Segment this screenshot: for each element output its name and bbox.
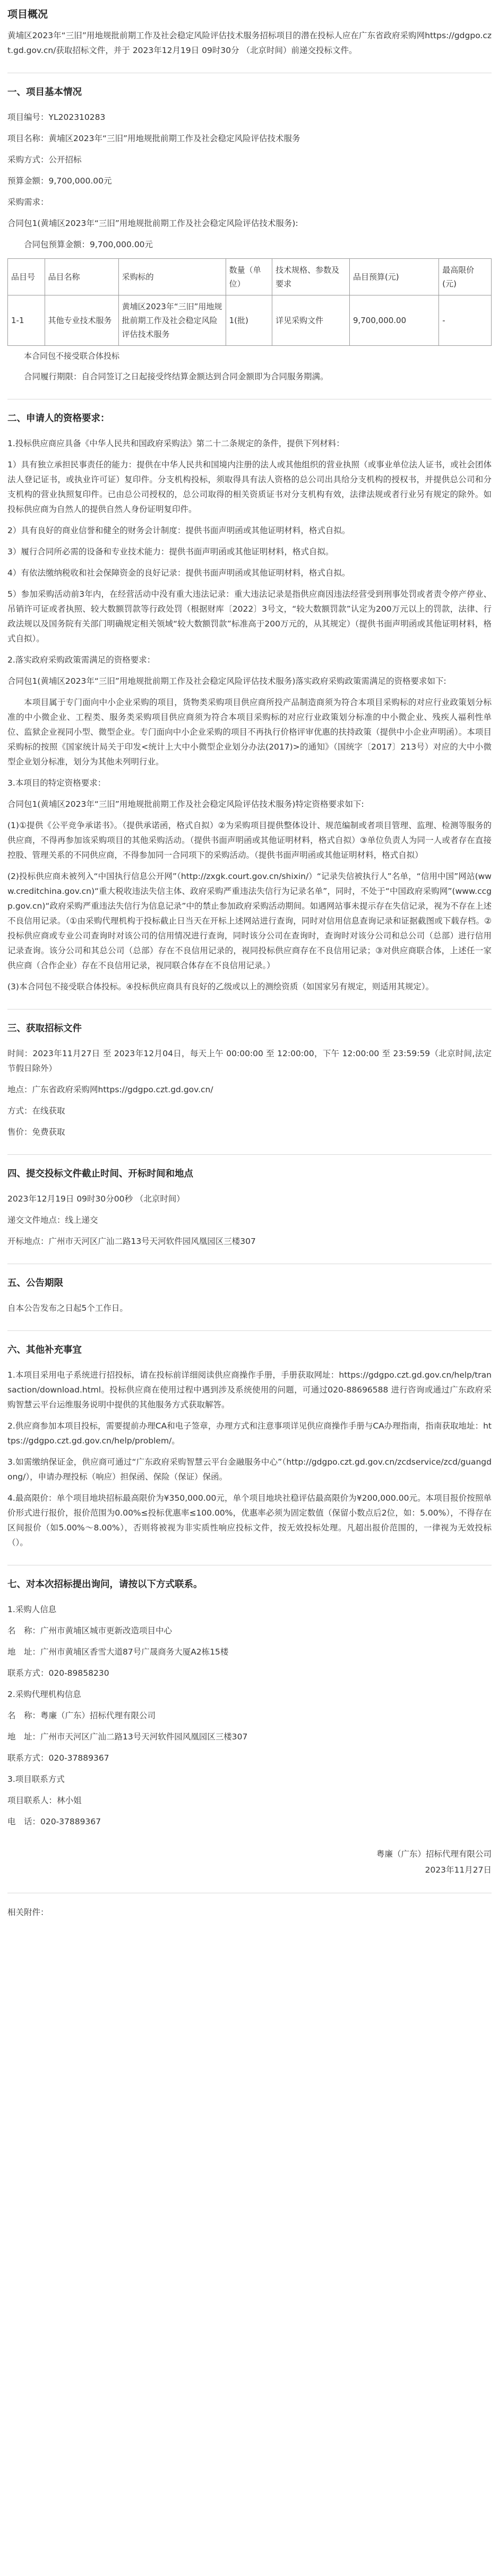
table-cell: 9,700,000.00	[349, 295, 438, 346]
qualification-2-item: 合同包1(黄埔区2023年“三旧”用地规批前期工作及社会稳定风险评估技术服务)落实政府采购政策需满足的资格要求如下:	[7, 676, 446, 686]
submission-location: 递交文件地点：线上递交	[7, 1215, 98, 1225]
table-header-cell: 技术规格、参数及要求	[272, 259, 350, 295]
qualification-1-item: 5）参加采购活动前3年内，在经营活动中没有重大违法记录：重大违法记录是指供应商因违法经营受到刑事处罚或者责令停产停业、吊销许可证或者执照、较大数额罚款等行政处罚（根据财库〔2022〕3号文，“较大数额罚款”认定为200万元以上的罚款，法律、行政法规以及国务院有关部门明确规定相关领域“较大数额罚款”标准高于200万元的，从其规定）（提供书面声明函或其他证明材料，格式自拟）。	[7, 589, 492, 643]
consortium-note: 本合同包不接受联合体投标	[24, 351, 120, 361]
table-cell: -	[439, 295, 492, 346]
table-cell: 黄埔区2023年“三旧”用地规批前期工作及社会稳定风险评估技术服务	[118, 295, 226, 346]
attachments-label: 相关附件：	[7, 1908, 49, 1917]
project-number: 项目编号：YL202310283	[7, 112, 106, 122]
table-cell: 1-1	[8, 295, 45, 346]
qualification-3-title: 3.本项目的特定资格要求：	[7, 778, 106, 788]
qualification-3-item: (3)本合同包不接受联合体投标。④投标供应商具有良好的乙级或以上的测绘资质（如国家另有规定，则适用其规定）。	[7, 982, 434, 991]
project-contact-phone: 电 话：020-37889367	[7, 1817, 101, 1826]
qualification-1-item: 1）具有独立承担民事责任的能力：提供在中华人民共和国境内注册的法人或其他组织的营业执照（或事业单位法人证书，或社会团体法人登记证书，或执业许可证）复印件。分支机构投标，须取得具有法人资格的总公司出具给分支机构的授权书，并提供总公司和分支机构的营业执照复印件。已由总公司授权的，总公司取得的相关资质证书对分支机构有效，法律法规或者行业另有规定的除外。如投标供应商为自然人的提供自然人身份证明复印件。	[7, 460, 492, 514]
document-time: 时间：2023年11月27日 至 2023年12月04日，每天上午 00:00:00 至 12:00:00，下午 12:00:00 至 23:59:59（北京时间,法定节假日除外）	[7, 1049, 492, 1073]
qualification-3-intro: 合同包1(黄埔区2023年“三旧”用地规批前期工作及社会稳定风险评估技术服务)特定资格要求如下:	[7, 799, 364, 809]
contract-budget: 合同包预算金额：9,700,000.00元	[24, 240, 153, 249]
table-header-cell: 品目号	[8, 259, 45, 295]
announcement-period: 自本公告发布之日起5个工作日。	[7, 1303, 128, 1313]
procurement-needs-label: 采购需求：	[7, 197, 49, 207]
qualification-1-item: 3）履行合同所必需的设备和专业技术能力：提供书面声明函或其他证明材料，格式自拟。	[7, 547, 334, 556]
qualification-2-item: 本项目属于专门面向中小企业采购的项目，货物类采购项目供应商所投产品制造商须为符合本项目采购标的对应行业政策划分标准的中小微企业、工程类、服务类采购项目供应商须为符合本项目采购标的对应行业政策划分标准的中小微企业、残疾人福利性单位、监狱企业视同小型、微型企业。专门面向中小企业采购的项目不再执行价格评审优惠的扶持政策（提供中小企业声明函）。本项目采购标的按照《国家统计局关于印发<统计上大中小微型企业划分办法(2017)>的通知》（国统字〔2017〕213号）对应的大中小微型企业划分标准，划分为其他未列明行业。	[7, 698, 492, 767]
qualification-3-item: (1)①提供《公平竞争承诺书》。（提供承诺函，格式自拟）②为采购项目提供整体设计、规范编制或者项目管理、监理、检测等服务的供应商，不得再参加该采购项目的其他采购活动。（提供书面声明函或其他证明材料，格式自拟）③单位负责人为同一人或者存在直接控股、管理关系的不同供应商，不得参加同一合同项下的采购活动。（提供书面声明函或其他证明材料，格式自拟）	[7, 821, 492, 860]
qualification-1-title: 1.投标供应商应具备《中华人民共和国政府采购法》第二十二条规定的条件，提供下列材料：	[7, 439, 345, 448]
supplement-item: 4.最高限价：单个项目地块招标最高限价为¥350,000.00元，单个项目地块社稳评估最高限价为¥200,000.00元。本项目报价按照单价形式进行报价，报价范围为0.00%≤投标优惠率≤100.00%，优惠率必须为固定数值（保留小数点后2位，如：5.00%），不得存在区间报价（如5.00%～8.00%），否则将被视为非实质性响应投标文件，按无效投标处理。凡超出报价范围的，一律视为无效投标（）。	[7, 1493, 492, 1547]
agency-name: 名 称：粤廉（广东）招标代理有限公司	[7, 1711, 156, 1720]
qualification-1-item: 4）有依法缴纳税收和社会保障资金的良好记录：提供书面声明函或其他证明材料，格式自拟。	[7, 568, 350, 578]
table-cell: 1(批)	[226, 295, 272, 346]
section-1-title: 一、项目基本情况	[7, 87, 82, 98]
contract-term: 合同履行期限：自合同签订之日起接受终结算金额达到合同金额即为合同服务期满。	[24, 372, 329, 381]
section-3-title: 三、获取招标文件	[7, 1023, 82, 1034]
budget-amount: 预算金额：9,700,000.00元	[7, 176, 112, 186]
table-header-cell: 采购标的	[118, 259, 226, 295]
document-method: 方式：在线获取	[7, 1106, 65, 1116]
project-contact-person: 项目联系人：林小姐	[7, 1796, 82, 1805]
purchaser-info-title: 1.采购人信息	[7, 1605, 57, 1614]
table-header-cell: 品目名称	[45, 259, 118, 295]
agency-info-title: 2.采购代理机构信息	[7, 1690, 81, 1699]
supplement-item: 2.供应商参加本项目投标，需要提前办理CA和电子签章，办理方式和注意事项详见供应商操作手册与CA办理指南，指南获取地址：https://gdgpo.czt.gd.gov.cn/help/problem/。	[7, 1421, 492, 1446]
purchaser-name: 名 称：广州市黄埔区城市更新改造项目中心	[7, 1626, 173, 1635]
agency-phone: 联系方式：020-37889367	[7, 1753, 109, 1763]
qualification-3-item: (2)投标供应商未被列入“中国执行信息公开网”（http://zxgk.court.gov.cn/shixin/）“记录失信被执行人”名单，“信用中国”网站(www.creditchina.gov.cn)“重大税收违法失信主体、政府采购严重违法失信行为记录名单”，同时，不处于“中国政府采购网”(www.ccgp.gov.cn)“政府采购严重违法失信行为信息记录”中的禁止参加政府采购活动期间。如遇网站事未提示存在失信记录，视为不存在上述不良信用记录。（①由采购代理机构于投标截止日当天在开标上述网站进行查询，同时对信用信息查询记录和证据截图或下载存档。②投标供应商或专业公司查询时对该公司的信用情况进行查询，同时该分公司在查询时，查询时对该分公司和总公司（总部）进行信用记录查询。该分公司和其总公司（总部）存在不良信用记录的，视同投标供应商存在不良信用记录；③对供应商联合体，上述任一家供应商（合作企业）存在不良信用记录，视同联合体存在不良信用记录。）	[7, 872, 492, 970]
signature-org: 粤廉（广东）招标代理有限公司	[376, 1849, 492, 1859]
contract-package-label: 合同包1(黄埔区2023年“三旧”用地规批前期工作及社会稳定风险评估技术服务):	[7, 219, 298, 228]
opening-location: 开标地点：广州市天河区广汕二路13号天河软件园风凰园区三楼307	[7, 1237, 256, 1246]
supplement-item: 1.本项目采用电子系统进行招投标，请在投标前详细阅读供应商操作手册，手册获取网址：https://gdgpo.czt.gd.gov.cn/help/transaction/download.html。投标供应商在使用过程中遇到涉及系统使用的问题，可通过020-88696588 进行咨询或通过广东政府采购智慧云平台运维服务说明中提供的其他服务方式获取解答。	[7, 1370, 492, 1409]
table-cell: 详见采购文件	[272, 295, 350, 346]
qualification-1-item: 2）具有良好的商业信誉和健全的财务会计制度：提供书面声明函或其他证明材料，格式自拟。	[7, 526, 350, 535]
table-header-cell: 数量（单位）	[226, 259, 272, 295]
section-7-title: 七、对本次招标提出询问，请按以下方式联系。	[7, 1579, 203, 1590]
table-row	[8, 295, 492, 346]
procurement-method: 采购方式：公开招标	[7, 155, 82, 164]
document-location: 地点：广东省政府采购网https://gdgpo.czt.gd.gov.cn/	[7, 1085, 213, 1094]
signature-date: 2023年11月27日	[425, 1865, 492, 1875]
qualification-2-title: 2.落实政府采购政策需满足的资格要求：	[7, 655, 156, 665]
overview-heading: 项目概况	[7, 8, 48, 20]
requirements-table-wrap	[7, 258, 492, 346]
document-price: 售价：免费获取	[7, 1127, 65, 1137]
table-cell: 其他专业技术服务	[45, 295, 118, 346]
table-header-cell: 品目预算(元)	[349, 259, 438, 295]
requirements-table	[7, 258, 492, 346]
announcement-body	[7, 6, 492, 1918]
purchaser-phone: 联系方式：020-89858230	[7, 1668, 109, 1678]
deadline-time: 2023年12月19日 09时30分00秒 （北京时间）	[7, 1194, 185, 1204]
project-name: 项目名称：黄埔区2023年“三旧”用地规批前期工作及社会稳定风险评估技术服务	[7, 134, 300, 143]
agency-address: 地 址：广州市天河区广汕二路13号天河软件园风凰园区三楼307	[7, 1732, 248, 1742]
table-header-cell: 最高限价(元)	[439, 259, 492, 295]
table-header-row	[8, 259, 492, 295]
overview-text: 黄埔区2023年“三旧”用地规批前期工作及社会稳定风险评估技术服务招标项目的潜在投标人应在广东省政府采购网https://gdgpo.czt.gd.gov.cn/获取招标文件，并于 2023年12月19日 09时30分 （北京时间）前递交投标文件。	[7, 31, 492, 55]
purchaser-address: 地 址：广州市黄埔区香雪大道87号广晟商务大厦A2栋15楼	[7, 1647, 229, 1657]
section-5-title: 五、公告期限	[7, 1278, 63, 1289]
project-contact-title: 3.项目联系方式	[7, 1774, 65, 1784]
supplement-item: 3.如需缴纳保证金，供应商可通过“广东政府采购智慧云平台金融服务中心”（http://gdgpo.czt.gd.gov.cn/zcdservice/zcd/guangdong/），申请办理投标（响应）担保函、保险（保证）保函。	[7, 1457, 492, 1482]
section-divider	[7, 1330, 492, 1331]
section-4-title: 四、提交投标文件截止时间、开标时间和地点	[7, 1169, 193, 1179]
section-2-title: 二、申请人的资格要求：	[7, 413, 110, 424]
section-divider	[7, 1154, 492, 1155]
section-6-title: 六、其他补充事宜	[7, 1345, 82, 1355]
